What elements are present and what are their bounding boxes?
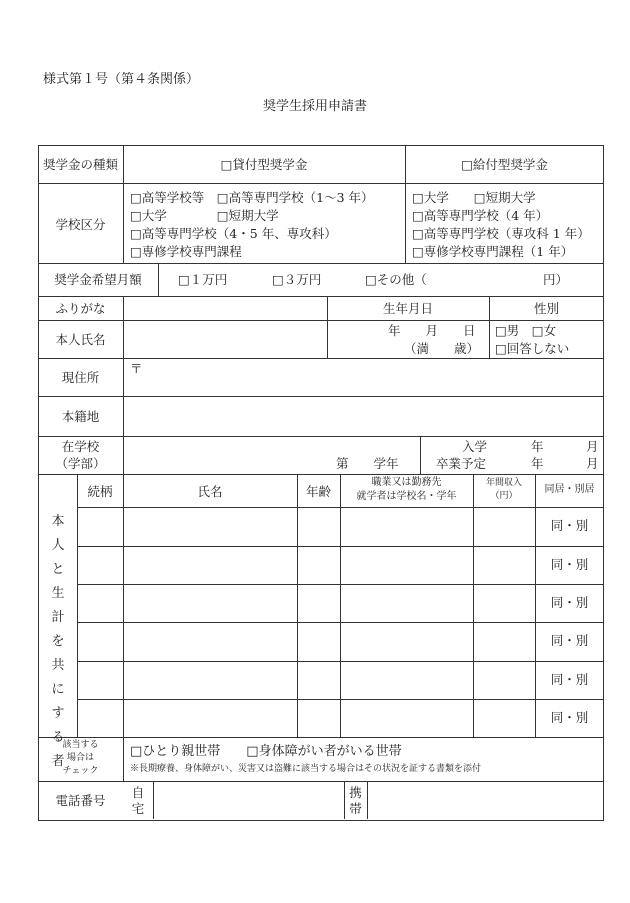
attachment-note: ※長期療養、身体障がい、災害又は盗難に該当する場合はその状況を証する書類を添付 bbox=[130, 764, 482, 774]
school-option[interactable]: □高等専門学校（専攻科 1 年） bbox=[412, 226, 590, 241]
phone-label: 電話番号 bbox=[55, 793, 106, 808]
grade-field[interactable]: 第 学年 bbox=[336, 456, 399, 471]
birthdate-label: 生年月日 bbox=[382, 301, 433, 316]
col-divider bbox=[420, 436, 421, 474]
birthdate-field[interactable]: 年 月 日 bbox=[388, 323, 476, 338]
mobile-phone-label: 帯 bbox=[349, 801, 362, 816]
applicable-label: 場合は bbox=[66, 753, 94, 763]
col-divider bbox=[158, 263, 159, 296]
amount-other-checkbox[interactable]: □その他（ bbox=[365, 272, 427, 287]
loan-scholarship-checkbox[interactable]: □貸付型奨学金 bbox=[220, 157, 308, 172]
enroll-month: 月 bbox=[586, 439, 599, 454]
income-header-unit: （円） bbox=[490, 491, 518, 501]
address-label: 現住所 bbox=[61, 370, 100, 385]
gender-no-answer-checkbox[interactable]: □回答しない bbox=[495, 341, 570, 356]
row-divider bbox=[38, 263, 604, 264]
gender-label: 性別 bbox=[533, 301, 559, 316]
amount-30000-checkbox[interactable]: □３万円 bbox=[272, 272, 322, 287]
domicile-label: 本籍地 bbox=[61, 409, 100, 424]
school-option[interactable]: □専修学校専門課程 bbox=[130, 244, 242, 259]
scholarship-type-label: 奨学金の種類 bbox=[42, 157, 118, 172]
col-divider bbox=[123, 474, 124, 781]
graduation-year: 年 bbox=[531, 456, 544, 471]
living-status-header: 同居・別居 bbox=[544, 484, 595, 495]
living-status-option[interactable]: 同・別 bbox=[550, 633, 589, 648]
living-status-option[interactable]: 同・別 bbox=[550, 595, 589, 610]
home-phone-label: 宅 bbox=[131, 801, 145, 816]
school-option[interactable]: □大学 □短期大学 bbox=[412, 190, 536, 205]
row-divider bbox=[38, 781, 604, 782]
home-phone-label: 自 bbox=[131, 785, 145, 800]
household-side-label: 本 人 と 生 計 を 共 に す る 者 bbox=[51, 514, 65, 769]
graduation-month: 月 bbox=[586, 456, 599, 471]
school-option[interactable]: □大学 □短期大学 bbox=[130, 208, 279, 223]
age-header: 年齢 bbox=[305, 484, 331, 499]
amount-unit: 円） bbox=[543, 272, 569, 287]
col-divider bbox=[340, 474, 341, 737]
living-status-option[interactable]: 同・別 bbox=[550, 710, 589, 725]
desired-amount-label: 奨学金希望月額 bbox=[54, 272, 142, 287]
school-label: 在学校 bbox=[61, 439, 100, 454]
living-status-option[interactable]: 同・別 bbox=[550, 672, 589, 687]
form-number: 様式第１号（第４条関係） bbox=[43, 72, 200, 87]
col-divider bbox=[123, 358, 124, 474]
graduation-label: 卒業予定 bbox=[436, 456, 487, 471]
faculty-label: （学部） bbox=[55, 456, 106, 471]
applicable-label: 該当する bbox=[62, 740, 99, 750]
school-option[interactable]: □高等専門学校（4・5 年、専攻科） bbox=[130, 226, 337, 241]
school-option[interactable]: □高等学校等 □高等専門学校（1〜3 年） bbox=[130, 190, 374, 205]
enroll-year: 年 bbox=[531, 439, 544, 454]
age-field[interactable]: （満 歳） bbox=[404, 341, 480, 356]
col-divider bbox=[367, 781, 368, 819]
school-category-label: 学校区分 bbox=[55, 217, 106, 232]
grant-scholarship-checkbox[interactable]: □給付型奨学金 bbox=[461, 157, 548, 172]
household-type-checkboxes[interactable]: □ひとり親世帯 □身体障がい者がいる世帯 bbox=[130, 744, 402, 759]
amount-10000-checkbox[interactable]: □１万円 bbox=[178, 272, 228, 287]
relation-header: 続柄 bbox=[87, 484, 113, 499]
postal-mark: 〒 bbox=[130, 361, 143, 376]
applicant-name-label: 本人氏名 bbox=[55, 332, 106, 347]
col-divider bbox=[297, 474, 298, 737]
furigana-label: ふりがな bbox=[55, 301, 106, 316]
school-option[interactable]: □高等専門学校（4 年） bbox=[412, 208, 549, 223]
gender-checkboxes[interactable]: □男 □女 bbox=[495, 323, 557, 338]
school-option[interactable]: □専修学校専門課程（1 年） bbox=[412, 244, 574, 259]
document-title: 奨学生採用申請書 bbox=[262, 99, 367, 114]
col-divider bbox=[123, 296, 124, 358]
mobile-phone-label: 携 bbox=[349, 785, 362, 800]
living-status-option[interactable]: 同・別 bbox=[550, 518, 589, 533]
occupation-header: 職業又は勤務先 bbox=[371, 477, 442, 488]
enroll-label: 入学 bbox=[462, 439, 488, 454]
living-status-option[interactable]: 同・別 bbox=[550, 557, 589, 572]
col-divider bbox=[77, 474, 78, 737]
applicable-label: チェック bbox=[62, 766, 99, 776]
col-divider bbox=[153, 781, 154, 819]
occupation-header-sub: 就学者は学校名・学年 bbox=[356, 491, 457, 502]
col-divider bbox=[473, 474, 474, 737]
income-header: 年間収入 bbox=[485, 478, 522, 488]
name-header: 氏名 bbox=[197, 484, 223, 499]
